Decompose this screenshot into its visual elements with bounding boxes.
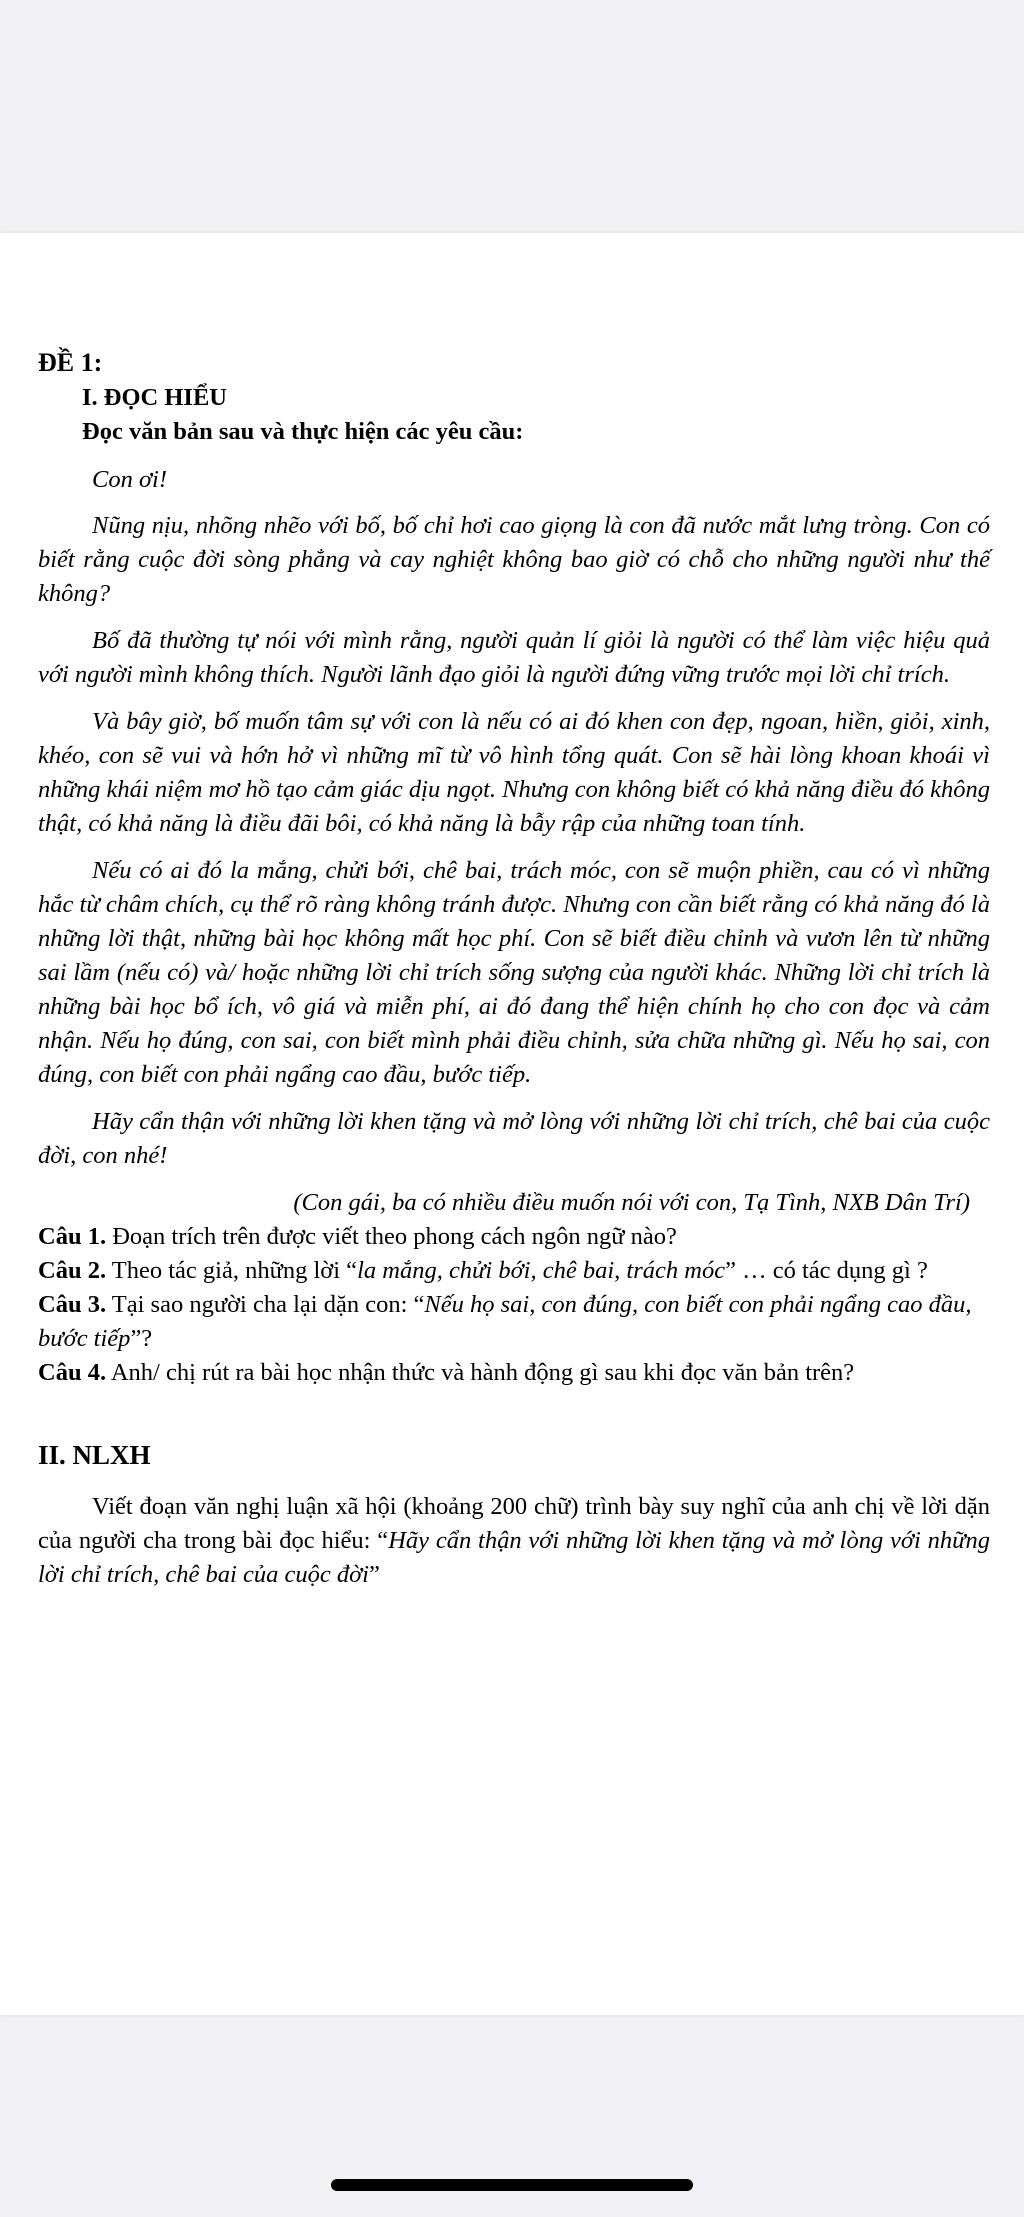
essay-prompt xyxy=(38,1490,990,1592)
passage-source: (Con gái, ba có nhiều điều muốn nói với con, Tạ Tình, NXB Dân Trí) xyxy=(293,1189,970,1216)
essay-prompt-pre: Viết đoạn văn nghị luận xã hội (khoảng 200 chữ) trình bày suy nghĩ của anh chị về lời dặn của người cha trong bài đọc hiểu: “ xyxy=(38,1493,990,1554)
question-2-text-post: ” … có tác dụng gì ? xyxy=(725,1257,928,1284)
passage-paragraph-2: Bố đã thường tự nói với mình rằng, người quản lí giỏi là người có thể làm việc hiệu quả với người mình không thích. Người lãnh đạo giỏi là người đứng vững trước mọi lời chỉ trích. xyxy=(38,627,990,688)
question-2-text-pre: Theo tác giả, những lời “ xyxy=(106,1257,358,1284)
question-4-label: Câu 4. xyxy=(38,1359,107,1386)
question-1-text: Đoạn trích trên được viết theo phong cách ngôn ngữ nào? xyxy=(106,1223,677,1250)
question-3-text-post: ”? xyxy=(130,1325,153,1352)
exam-title: ĐỀ 1: xyxy=(38,348,103,377)
passage-paragraph-5: Hãy cẩn thận với những lời khen tặng và mở lòng với những lời chỉ trích, chê bai của cuộc đời, con nhé! xyxy=(38,1108,990,1169)
reading-passage xyxy=(38,463,990,1173)
passage-greeting: Con ơi! xyxy=(92,466,168,493)
question-2-label: Câu 2. xyxy=(38,1257,107,1284)
passage-paragraph-4: Nếu có ai đó la mắng, chửi bới, chê bai, trách móc, con sẽ muộn phiền, cau có vì những hắc từ châm chích, cụ thể rõ ràng không tránh được. Nhưng con cần biết rằng có khả năng đó là những lời thật, những bài học không mất học phí. Con sẽ biết điều chỉnh và vươn lên từ những sai lầm (nếu có) và/ hoặc những lời chỉ trích sống sượng của người khác. Những lời chỉ trích là những bài học bổ ích, vô giá và miễn phí, ai đó đang thể hiện chính họ cho con đọc và cảm nhận. Nếu họ đúng, con sai, con biết mình phải điều chỉnh, sửa chữa những gì. Nếu họ sai, con đúng, con biết con phải ngẩng cao đầu, bước tiếp. xyxy=(38,857,990,1088)
document-page xyxy=(0,233,1024,2015)
section-2-title: II. NLXH xyxy=(38,1440,151,1470)
section-1-title: I. ĐỌC HIỂU xyxy=(82,384,227,411)
essay-prompt-post: ” xyxy=(368,1561,380,1588)
reading-instruction: Đọc văn bản sau và thực hiện các yêu cầu: xyxy=(82,418,524,445)
question-3 xyxy=(38,1288,990,1356)
question-3-quote: Nếu họ sai, con đúng, con biết con phải ngẩng cao đầu, bước tiếp xyxy=(38,1291,972,1352)
essay-prompt-quote: Hãy cẩn thận với những lời khen tặng và mở lòng với những lời chỉ trích, chê bai của cuộc đời xyxy=(38,1527,990,1588)
question-3-label: Câu 3. xyxy=(38,1291,107,1318)
question-1 xyxy=(38,1220,990,1254)
question-4-text: Anh/ chị rút ra bài học nhận thức và hành động gì sau khi đọc văn bản trên? xyxy=(106,1359,855,1386)
passage-paragraph-3: Và bây giờ, bố muốn tâm sự với con là nếu có ai đó khen con đẹp, ngoan, hiền, giỏi, xinh, khéo, con sẽ vui và hớn hở vì những mĩ từ vô hình tổng quát. Con sẽ hài lòng khoan khoái vì những khái niệm mơ hồ tạo cảm giác dịu ngọt. Nhưng con không biết có khả năng điều đó không thật, có khả năng là điều đãi bôi, có khả năng là bẫy rập của những toan tính. xyxy=(38,708,990,837)
question-4 xyxy=(38,1356,990,1390)
question-list xyxy=(38,1220,990,1390)
question-3-text-pre: Tại sao người cha lại dặn con: “ xyxy=(106,1291,425,1318)
passage-paragraph-1: Nũng nịu, nhõng nhẽo với bố, bố chỉ hơi cao giọng là con đã nước mắt lưng tròng. Con có biết rằng cuộc đời sòng phẳng và cay nghiệt không bao giờ có chỗ cho những người như thế không? xyxy=(38,512,990,607)
home-indicator[interactable] xyxy=(331,2179,693,2191)
question-2-quote: la mắng, chửi bới, chê bai, trách móc xyxy=(357,1257,726,1284)
document-content xyxy=(38,345,990,1592)
question-1-label: Câu 1. xyxy=(38,1223,107,1250)
question-2 xyxy=(38,1254,990,1288)
